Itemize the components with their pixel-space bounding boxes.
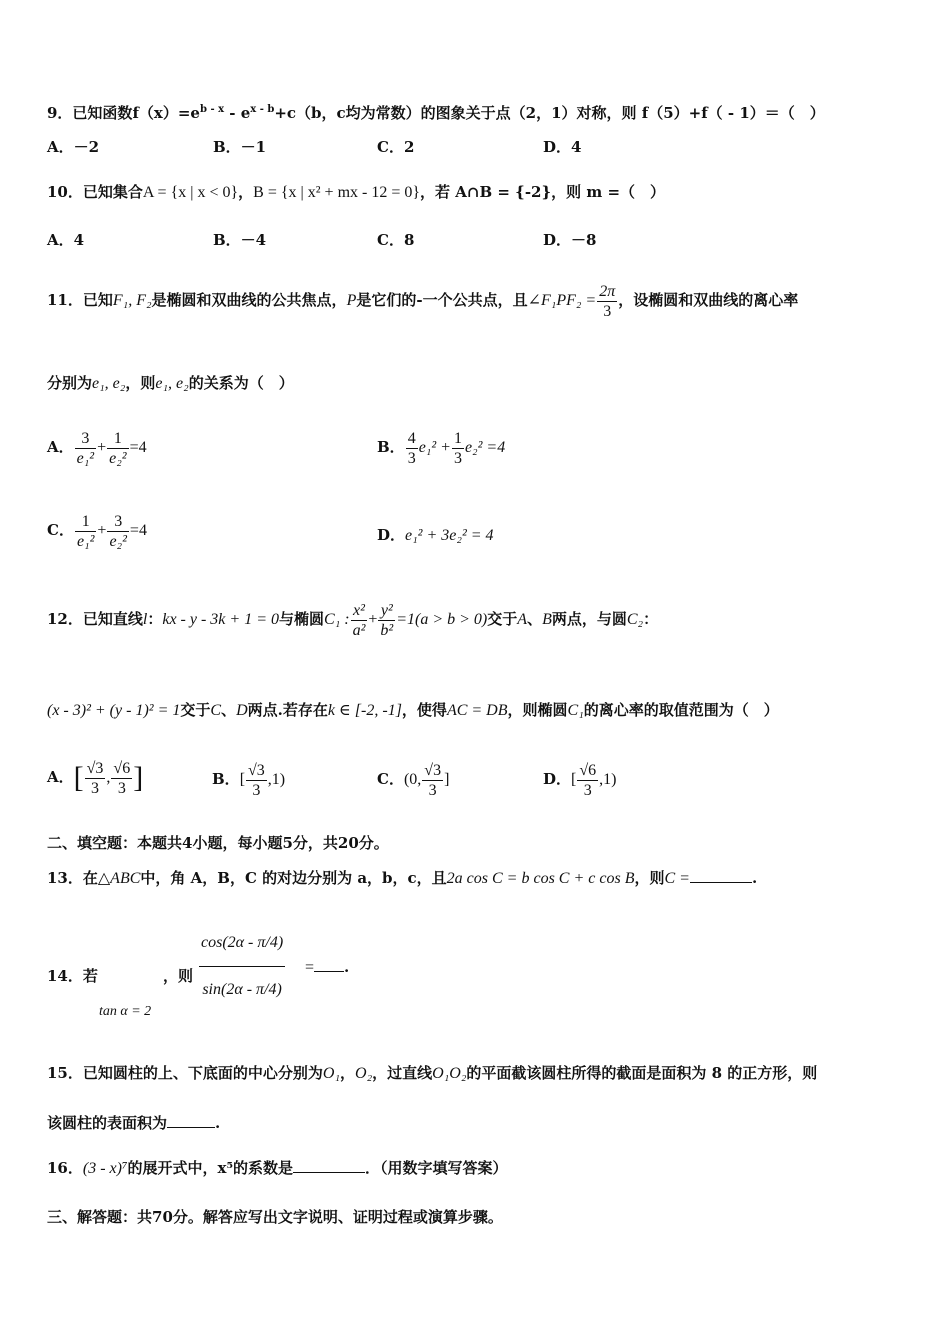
q12-d-d: 3 bbox=[583, 781, 592, 799]
q12-frac-x bbox=[351, 601, 368, 640]
q15-stem-b: ，过直线 bbox=[372, 1064, 433, 1082]
q11-option-d bbox=[377, 525, 494, 546]
q11-line2-c: 的关系为（ ） bbox=[188, 374, 294, 392]
q11-d-expr: e₁² + 3e₂² = 4 bbox=[405, 527, 494, 544]
q14-denominator: sin(2α - π/4) bbox=[202, 981, 282, 998]
question-11-line2 bbox=[47, 373, 294, 394]
q12-x2: x² bbox=[351, 601, 368, 621]
q12-frac-y bbox=[378, 601, 395, 640]
q9-exponent-2: x - b bbox=[250, 104, 275, 115]
q13-c-eq: C = bbox=[664, 870, 690, 887]
q12-stem-d: 两点，与圆 bbox=[551, 610, 627, 628]
q14-eq: = bbox=[305, 959, 315, 976]
q11-angle-num: 2π bbox=[599, 282, 616, 300]
q12-line-eq: kx - y - 3k + 1 = 0 bbox=[162, 611, 279, 628]
question-16 bbox=[47, 1158, 508, 1179]
q12-a-n1: √3 bbox=[86, 759, 104, 777]
question-13 bbox=[47, 868, 757, 889]
q11-c-frac2 bbox=[107, 512, 128, 551]
q12-line2-a: 交于 bbox=[180, 701, 211, 719]
q11-stem-a: 11．已知 bbox=[47, 291, 113, 309]
q11-option-c: C． $\frac{1}{\text{e₁²}}$ + $\frac{3}{\text{e₂²}}$ =4 bbox=[47, 512, 147, 550]
q12-sep2: 、 bbox=[221, 701, 237, 719]
q12-y2: y² bbox=[378, 601, 395, 621]
q12-c-d: 3 bbox=[428, 781, 437, 799]
q12-d-frac bbox=[577, 761, 598, 800]
q12-ell-rhs: =1(a > b > 0) bbox=[396, 611, 488, 628]
q12-line2-d: ，则椭圆 bbox=[507, 701, 568, 719]
q10-option-a: A．4 bbox=[47, 231, 85, 249]
q9-tail: +c（b，c均为常数）的图象关于点（2，1）对称，则 f（5）+f（ - 1）＝（ ） bbox=[274, 104, 825, 122]
q12-circle: (x - 3)² + (y - 1)² = 1 bbox=[47, 702, 181, 719]
q12-d-n: √6 bbox=[579, 761, 597, 779]
q11-e12-b: e₁, e₂ bbox=[155, 375, 189, 392]
q13-triangle: △ABC bbox=[97, 870, 141, 887]
q14-equals bbox=[305, 957, 349, 978]
q13-dot: . bbox=[751, 869, 758, 887]
q11-b-den2: 3 bbox=[453, 449, 462, 467]
q14-stem-a: 14．若 bbox=[47, 967, 98, 985]
q15-answer-blank[interactable] bbox=[167, 1113, 215, 1128]
q11-b-mid: e₁² + bbox=[418, 439, 451, 456]
q14-then bbox=[163, 966, 193, 986]
q13-equation: 2a cos C = b cos C + c cos B bbox=[446, 870, 635, 887]
q12-option-b bbox=[212, 757, 285, 802]
q12-b-n: √3 bbox=[248, 761, 265, 779]
q11-line2-a: 分别为 bbox=[47, 374, 93, 392]
question-14 bbox=[47, 966, 98, 986]
q16-stem-c: ．（用数字填写答案） bbox=[365, 1159, 508, 1177]
q12-a2: a² bbox=[352, 621, 366, 639]
q14-numerator: cos(2α - π/4) bbox=[199, 920, 285, 967]
q13-stem-b: 中，角 A，B，C 的对边分别为 a，b，c，且 bbox=[140, 869, 447, 887]
q12-a-frac1 bbox=[85, 759, 106, 798]
question-9 bbox=[47, 103, 825, 123]
q10-comma: ， bbox=[238, 183, 254, 201]
q11-b-frac2 bbox=[452, 429, 464, 468]
q11-a-den2: e₂² bbox=[109, 449, 127, 467]
q15-line2: 该圆柱的表面积为 bbox=[47, 1114, 168, 1132]
q12-b-post: ,1) bbox=[267, 771, 286, 788]
q12-a-d2: 3 bbox=[117, 779, 126, 797]
q15-stem-a: 15．已知圆柱的上、下底面的中心分别为 bbox=[47, 1064, 323, 1082]
q11-c-den1: e₁² bbox=[76, 532, 95, 550]
q11-b-num1: 4 bbox=[407, 429, 416, 447]
q9-option-a: A．－2 bbox=[47, 138, 100, 156]
q12-a-frac2 bbox=[111, 759, 132, 798]
q12-point-b: B bbox=[542, 611, 552, 628]
question-12: 12．已知直线l：kx - y - 3k + 1 = 0与椭圆C₁ : $\frac{\text{x²}}{\text{a²}}$ + $\frac{\text{y²}}{\text{b²}}$ =1(a > b > 0)交于A、B两点，与圆C₂： bbox=[47, 601, 659, 639]
q11-b-den1: 3 bbox=[407, 449, 416, 467]
q12-b-frac bbox=[246, 761, 267, 800]
q12-point-a: A bbox=[517, 611, 528, 628]
q11-angle-den: 3 bbox=[603, 302, 612, 320]
q14-dot: . bbox=[344, 958, 350, 976]
q12-a-label: A． bbox=[47, 768, 74, 786]
q14-tan-text: tan α = 2 bbox=[99, 1004, 152, 1019]
q10-option-d: D．－8 bbox=[543, 231, 597, 249]
q12-c1: C₁ : bbox=[324, 611, 350, 628]
q11-a-den1: e₁² bbox=[76, 449, 95, 467]
q12-colon: ： bbox=[147, 610, 163, 628]
q12-option-a: A．[ $\frac{√3}{3}$ , $\frac{√6}{3}$ ] bbox=[47, 759, 144, 797]
q11-stem-b: 是椭圆和双曲线的公共焦点， bbox=[151, 291, 347, 309]
question-15 bbox=[47, 1063, 817, 1084]
q12-b-pre: [ bbox=[239, 771, 246, 788]
q10-set-b: B = {x | x² + mx - 12 = 0} bbox=[253, 184, 421, 201]
q11-a-frac1 bbox=[75, 429, 96, 468]
section-2-heading: 二、填空题：本题共4小题，每小题5分，共20分。 bbox=[47, 834, 389, 852]
q13-stem-a: 13．在 bbox=[47, 869, 98, 887]
q16-stem-a: 16． bbox=[47, 1159, 83, 1177]
q10-stem: 10．已知集合 bbox=[47, 183, 143, 201]
q11-a-num2: 1 bbox=[107, 429, 128, 449]
question-15-line2 bbox=[47, 1113, 220, 1133]
q11-angle-fraction bbox=[597, 282, 617, 321]
q11-d-label: D． bbox=[377, 526, 406, 544]
q12-c1b: C₁ bbox=[567, 702, 584, 719]
q11-a-rhs: =4 bbox=[129, 439, 147, 456]
q11-point-p: P bbox=[346, 292, 357, 309]
q10-set-a: A = {x | x < 0} bbox=[142, 184, 239, 201]
q9-option-c: C．2 bbox=[377, 138, 415, 156]
q12-c2: C₂ bbox=[626, 611, 644, 628]
q11-a-num1: 3 bbox=[75, 429, 96, 449]
q14-big-frac bbox=[199, 920, 285, 1013]
q11-foci: F₁, F₂ bbox=[112, 292, 152, 309]
q11-b-label: B． bbox=[377, 438, 405, 456]
q11-angle: ∠F₁PF₂ = bbox=[527, 292, 597, 309]
q10-tail: ，则 m =（ ） bbox=[551, 183, 666, 201]
q12-b-d: 3 bbox=[252, 781, 261, 799]
q16-answer-blank[interactable] bbox=[293, 1158, 365, 1173]
question-12-line2 bbox=[47, 700, 779, 721]
q15-o2: O₂ bbox=[355, 1065, 373, 1082]
q11-option-a: A． $\frac{3}{\text{e₁²}}$ + $\frac{1}{\text{e₂²}}$ =4 bbox=[47, 429, 147, 467]
q9-minus-e: - e bbox=[224, 104, 251, 122]
q12-stem-c: 交于 bbox=[487, 610, 518, 628]
q9-option-b: B．－1 bbox=[213, 138, 267, 156]
q12-line-l: l bbox=[142, 611, 148, 628]
q10-option-b: B．－4 bbox=[213, 231, 267, 249]
q12-c-label: C． bbox=[377, 770, 404, 788]
q12-ac-db: AC = DB bbox=[446, 702, 508, 719]
q9-option-d: D．4 bbox=[543, 138, 582, 156]
q14-tan bbox=[99, 1000, 151, 1022]
q12-sep: 、 bbox=[527, 610, 543, 628]
q12-line2-c: ，使得 bbox=[401, 701, 447, 719]
q14-answer-blank[interactable] bbox=[314, 957, 344, 972]
q11-stem-c: 是它们的-一个公共点，且 bbox=[356, 291, 528, 309]
q12-b2: b² bbox=[380, 621, 394, 639]
q12-d-label: D． bbox=[543, 770, 572, 788]
question-10 bbox=[47, 182, 665, 203]
q15-stem-c: 的平面截该圆柱所得的截面是面积为 8 的正方形，则 bbox=[466, 1064, 818, 1082]
q12-stem-e: ： bbox=[643, 610, 659, 628]
q12-point-c: C bbox=[210, 702, 222, 719]
q11-c-label: C． bbox=[47, 521, 74, 539]
q12-c-frac bbox=[422, 761, 443, 800]
q11-line2-b: ，则 bbox=[125, 374, 156, 392]
q15-comma: ， bbox=[340, 1064, 356, 1082]
q11-option-b bbox=[377, 425, 505, 470]
q12-c-pre: (0, bbox=[403, 771, 422, 788]
q12-stem-b: 与椭圆 bbox=[279, 610, 325, 628]
q12-line2-b: 两点.若存在 bbox=[247, 701, 328, 719]
q11-c-num2: 3 bbox=[107, 512, 128, 532]
q12-a-n2: √6 bbox=[113, 759, 131, 777]
q13-answer-blank[interactable] bbox=[690, 868, 752, 883]
q10-condition: ，若 A∩B = {-2} bbox=[420, 183, 552, 201]
q15-o1: O₁ bbox=[322, 1065, 341, 1082]
q9-stem: 9．已知函数 bbox=[47, 104, 133, 122]
q11-a-label: A． bbox=[47, 438, 74, 456]
q11-c-den2: e₂² bbox=[109, 532, 127, 550]
q15-o1o2: O₁O₂ bbox=[432, 1065, 467, 1082]
question-11 bbox=[47, 280, 798, 320]
q9-exponent-1: b - x bbox=[199, 104, 225, 115]
q12-d-pre: [ bbox=[571, 771, 577, 788]
q12-b-label: B． bbox=[212, 770, 240, 788]
q12-a-d1: 3 bbox=[91, 779, 100, 797]
q12-stem-a: 12．已知直线 bbox=[47, 610, 143, 628]
q16-stem-b: 的展开式中，x⁵的系数是 bbox=[127, 1159, 294, 1177]
q11-c-frac1 bbox=[75, 512, 96, 551]
q11-a-frac2 bbox=[107, 429, 128, 468]
q12-c-post: ] bbox=[444, 771, 450, 788]
q12-point-d: D bbox=[236, 702, 248, 719]
q11-b-frac1 bbox=[406, 429, 418, 468]
q10-option-c: C．8 bbox=[377, 231, 415, 249]
q11-b-rhs: e₂² =4 bbox=[464, 439, 506, 456]
q14-fraction bbox=[198, 920, 286, 1013]
q11-c-num1: 1 bbox=[75, 512, 96, 532]
q16-expr: (3 - x)⁷ bbox=[82, 1160, 128, 1177]
q9-func: f（x）=e bbox=[132, 104, 200, 122]
q13-stem-c: ，则 bbox=[634, 869, 665, 887]
q12-d-post: ,1) bbox=[599, 771, 617, 788]
q12-option-c bbox=[377, 757, 449, 802]
q11-c-rhs: =4 bbox=[129, 522, 147, 539]
q11-b-num2: 1 bbox=[453, 429, 462, 447]
q12-c-n: √3 bbox=[424, 761, 442, 779]
section-3-heading: 三、解答题：共70分。解答应写出文字说明、证明过程或演算步骤。 bbox=[47, 1208, 503, 1226]
q15-dot: . bbox=[215, 1114, 221, 1132]
q12-k-range: k ∈ [-2, -1] bbox=[327, 702, 402, 719]
q14-stem-b: ，则 bbox=[163, 967, 194, 985]
q11-stem-d: ，设椭圆和双曲线的离心率 bbox=[618, 291, 799, 309]
q11-e12-a: e₁, e₂ bbox=[92, 375, 126, 392]
q12-line2-e: 的离心率的取值范围为（ ） bbox=[583, 701, 779, 719]
q12-option-d bbox=[543, 757, 616, 802]
